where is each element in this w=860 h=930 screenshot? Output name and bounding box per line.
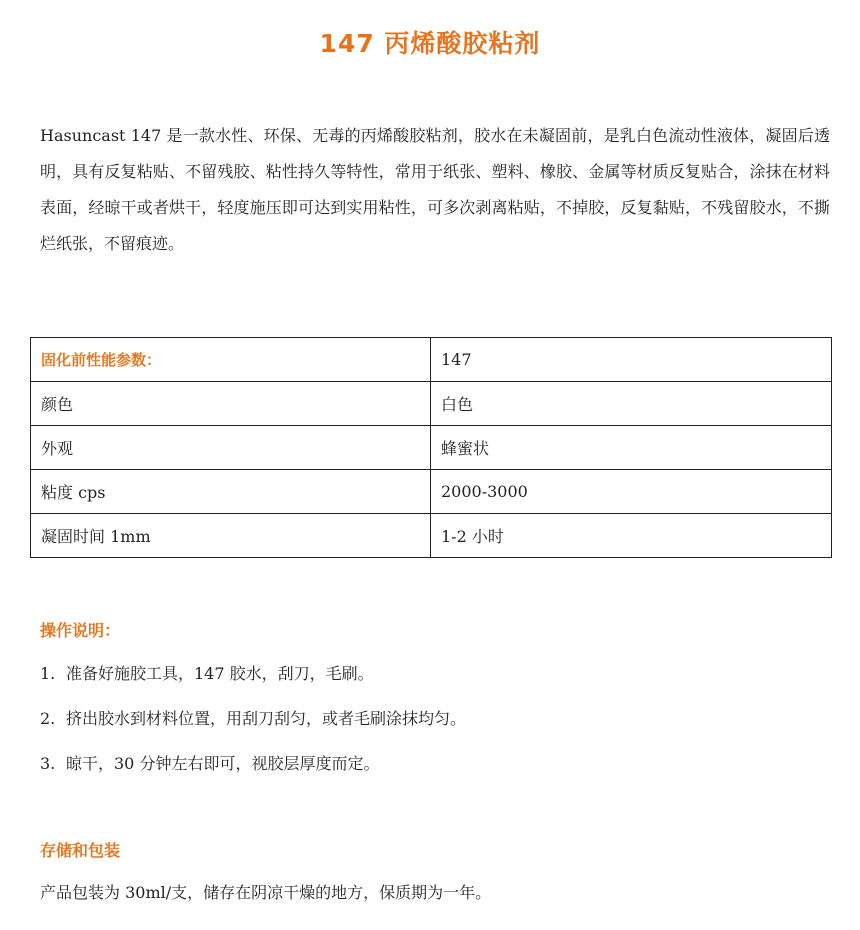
table-header-value: 147 — [431, 338, 832, 382]
step-text: 准备好施胶工具，147 胶水，刮刀，毛刷。 — [66, 664, 374, 683]
operation-steps-list — [40, 654, 830, 789]
table-cell-label: 粘度 cps — [31, 470, 431, 514]
list-item — [40, 654, 830, 699]
step-number: 3. — [40, 754, 56, 773]
list-item — [40, 699, 830, 744]
operation-heading: 操作说明： — [40, 621, 121, 640]
list-item — [40, 744, 830, 789]
step-number: 2. — [40, 709, 56, 728]
table-cell-value: 白色 — [431, 382, 832, 426]
table-row — [31, 382, 832, 426]
table-cell-label: 颜色 — [31, 382, 431, 426]
step-text: 挤出胶水到材料位置，用刮刀刮匀，或者毛刷涂抹均匀。 — [66, 709, 467, 728]
table-header-row — [31, 338, 832, 382]
step-text: 晾干，30 分钟左右即可，视胶层厚度而定。 — [66, 754, 380, 773]
page-title: 147 丙烯酸胶粘剂 — [319, 29, 541, 58]
table-cell-label: 外观 — [31, 426, 431, 470]
table-cell-value: 蜂蜜状 — [431, 426, 832, 470]
table-row — [31, 470, 832, 514]
table-cell-value: 2000-3000 — [431, 470, 832, 514]
storage-text: 产品包装为 30ml/支，储存在阴凉干燥的地方，保质期为一年。 — [40, 883, 492, 902]
table-row — [31, 426, 832, 470]
intro-paragraph: Hasuncast 147 是一款水性、环保、无毒的丙烯酸胶粘剂，胶水在未凝固前，是乳白色流动性液体，凝固后透明，具有反复粘贴、不留残胶、粘性持久等特性，常用于纸张、塑料、橡胶、金属等材质反复贴合，涂抹在材料表面，经晾干或者烘干，轻度施压即可达到实用粘性，可多次剥离粘贴，不掉胶，反复黏贴，不残留胶水，不撕烂纸张，不留痕迹。 — [40, 126, 830, 253]
table-cell-value: 1-2 小时 — [431, 514, 832, 558]
params-table — [30, 337, 832, 558]
table-header-label — [31, 338, 431, 382]
table-row — [31, 514, 832, 558]
step-number: 1. — [40, 664, 56, 683]
storage-heading: 存储和包装 — [40, 841, 121, 860]
table-header-label-text: 固化前性能参数： — [41, 351, 162, 369]
table-cell-label: 凝固时间 1mm — [31, 514, 431, 558]
